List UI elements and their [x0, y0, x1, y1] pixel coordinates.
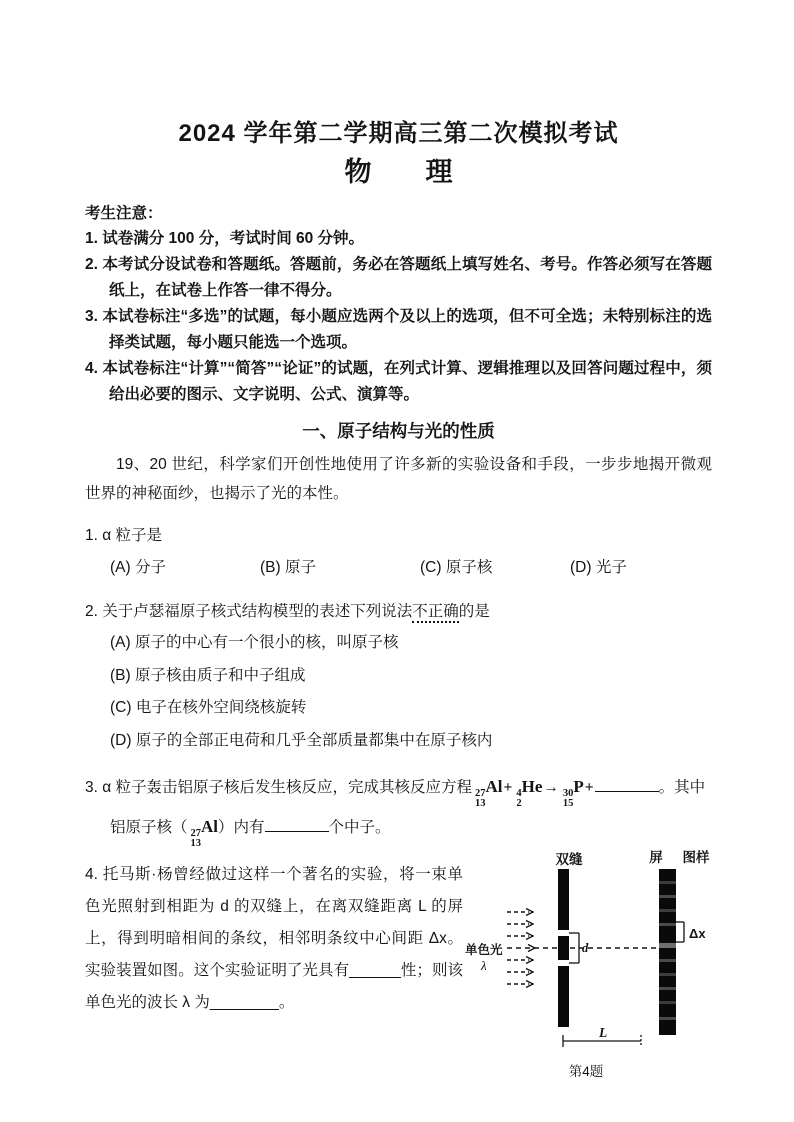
- atomic-number: 15: [562, 798, 574, 809]
- note-item-4: 4. 本试卷标注“计算”“简答”“论证”的试题，在列式计算、逻辑推理以及回答问题过程中，须给出必要的图示、文字说明、公式、演算等。: [85, 360, 712, 403]
- mass-number: 27: [475, 788, 486, 799]
- lambda-label: λ: [481, 958, 487, 973]
- option-b: (B) 原子: [260, 559, 316, 576]
- element-al: Al: [485, 777, 503, 796]
- double-slit-label: 双缝: [555, 852, 583, 867]
- question2-stem: [85, 596, 712, 627]
- candidate-notes: [85, 202, 712, 408]
- question3-line2: [85, 809, 712, 849]
- question-2: [85, 596, 712, 757]
- stem-text-mid: ）内有: [218, 819, 265, 836]
- fringe-spacing-label: Δx: [689, 926, 706, 941]
- question2-options: [85, 627, 712, 757]
- option-d: (D) 原子的全部正电荷和几乎全部质量都集中在原子核内: [110, 731, 493, 749]
- slit-separation-label: d: [582, 941, 589, 955]
- question4-stem: 4. 托马斯·杨曾经做过这样一个著名的实验，将一束单色光照射到相距为 d 的双缝上，在离双缝距离 L 的屏上，得到明暗相间的条纹，相邻明条纹中心间距 Δx。实验装置如图。这个实验证明了光具有______性；则该单色光的波长 λ 为________。: [85, 866, 463, 1011]
- double-slit-diagram: [465, 847, 765, 1092]
- option-c: (C) 原子核: [420, 559, 493, 576]
- question-1: [85, 520, 712, 584]
- note-item-2: 2. 本考试分设试卷和答题纸。答题前，务必在答题纸上填写姓名、考号。作答必须写在答题纸上，在试卷上作答一律不得分。: [85, 256, 712, 299]
- option-a: (A) 分子: [110, 559, 166, 576]
- stem-text-cont: 。其中: [658, 779, 706, 796]
- nuclide-al: [191, 829, 202, 849]
- question3-line1: [85, 769, 712, 809]
- atomic-number: 13: [475, 798, 486, 809]
- element-al: Al: [201, 817, 219, 836]
- pattern-label: 图样: [682, 850, 710, 865]
- question-4: [85, 850, 712, 1111]
- answer-blank-1: [595, 787, 659, 792]
- screen-with-fringes: [659, 869, 676, 1035]
- arrow-sign: →: [543, 779, 559, 796]
- question1-options: [85, 551, 712, 584]
- slit-screen-distance-label: L: [599, 1025, 608, 1040]
- emphasized-text: 不正确: [412, 603, 459, 623]
- answer-blank-2: [265, 827, 329, 832]
- double-slit-barrier: [558, 869, 569, 1027]
- question4-figure: [465, 847, 765, 1092]
- option-a: (A) 原子的中心有一个很小的核，叫原子核: [110, 634, 399, 651]
- notes-heading: 考生注意：: [85, 205, 163, 222]
- question-3: [85, 769, 712, 849]
- nuclide-al: [475, 789, 486, 809]
- note-item-3: 3. 本试卷标注“多选”的试题，每小题应选两个及以上的选项，但不可全选；未特别标注的选择类试题，每小题只能选一个选项。: [85, 308, 712, 351]
- subject-title: 物 理: [344, 157, 453, 187]
- mass-number: 4: [516, 788, 522, 799]
- stem-text: 铝原子核（: [110, 819, 188, 836]
- monochromatic-light-label: 单色光: [465, 943, 503, 957]
- question1-stem: 1. α 粒子是: [85, 527, 163, 544]
- stem-text-end: 的是: [458, 603, 490, 620]
- section-heading: 一、原子结构与光的性质: [302, 421, 495, 441]
- option-d: (D) 光子: [570, 559, 627, 576]
- element-p: P: [573, 777, 584, 796]
- fringe-spacing-bracket: [676, 922, 684, 942]
- stem-text: 2. 关于卢瑟福原子核式结构模型的表述下列说法: [85, 603, 413, 620]
- mass-number: 27: [190, 828, 202, 839]
- stem-text: α 粒子轰击铝原子核后发生核反应，完成其核反应方程: [102, 779, 473, 796]
- element-he: He: [521, 777, 543, 796]
- question-number: 3.: [85, 779, 98, 796]
- plus-sign: +: [503, 779, 513, 796]
- atomic-number: 13: [190, 838, 202, 849]
- stem-text-end: 个中子。: [328, 819, 391, 836]
- mass-number: 30: [562, 788, 574, 799]
- nuclide-p: [563, 789, 574, 809]
- page-title: 2024 学年第二学期高三第二次模拟考试: [178, 120, 619, 147]
- atomic-number: 2: [516, 798, 522, 809]
- option-b: (B) 原子核由质子和中子组成: [110, 666, 306, 684]
- section-intro: 19、20 世纪，科学家们开创性地使用了许多新的实验设备和手段，一步步地揭开微观世界的神秘面纱，也揭示了光的本性。: [85, 456, 712, 502]
- option-c: (C) 电子在核外空间绕核旋转: [110, 699, 307, 716]
- note-item-1: 1. 试卷满分 100 分，考试时间 60 分钟。: [85, 230, 365, 247]
- plus-sign: +: [584, 779, 594, 796]
- figure-caption: 第4题: [568, 1064, 604, 1079]
- screen-label: 屏: [649, 850, 663, 865]
